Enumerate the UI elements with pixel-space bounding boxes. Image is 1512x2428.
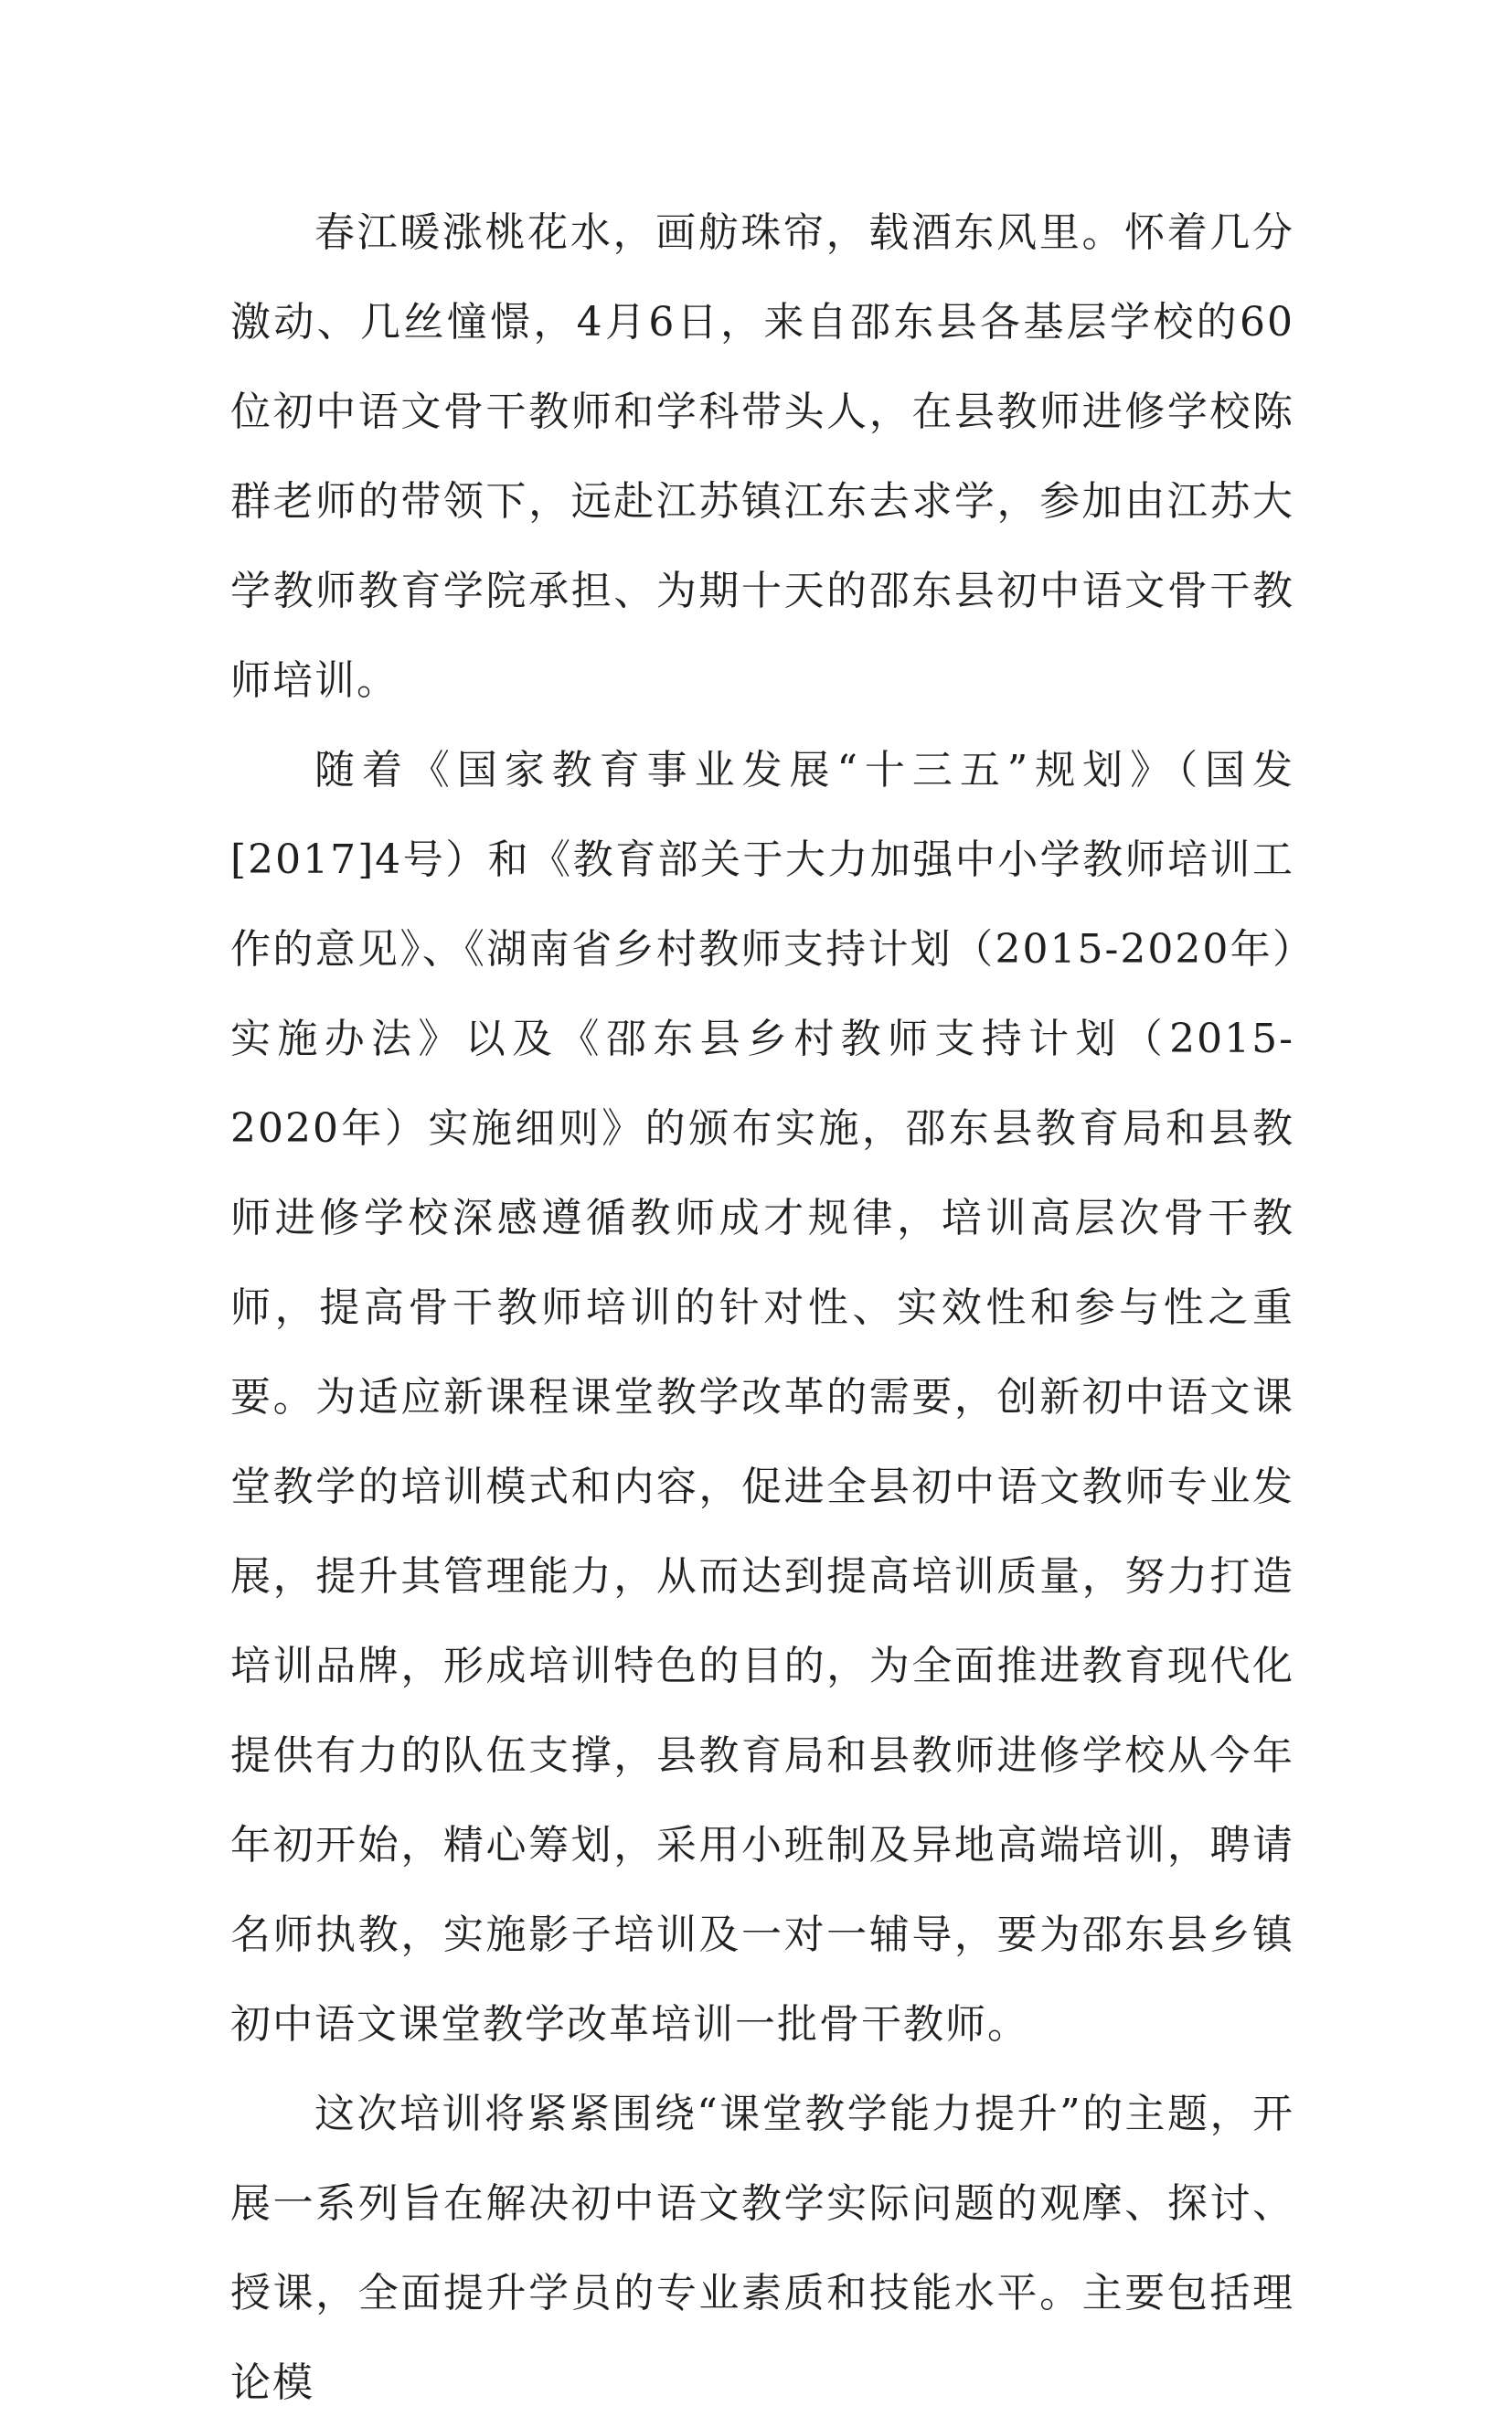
paragraph-3: 这次培训将紧紧围绕“课堂教学能力提升”的主题，开展一系列旨在解决初中语文教学实际问题的观摩、探讨、授课，全面提升学员的专业素质和技能水平。主要包括理论模 xyxy=(230,2091,1294,2406)
document-body xyxy=(230,188,1294,2428)
paragraph-1: 春江暖涨桃花水，画舫珠帘，载酒东风里。怀着几分激动、几丝憧憬，4月6日，来自邵东县各基层学校的60位初中语文骨干教师和学科带头人，在县教师进修学校陈群老师的带领下，远赴江苏镇江东去求学，参加由江苏大学教师教育学院承担、为期十天的邵东县初中语文骨干教师培训。 xyxy=(230,209,1294,704)
paragraph-2: 随着《国家教育事业发展“十三五”规划》（国发[2017]4号）和《教育部关于大力加强中小学教师培训工作的意见》、《湖南省乡村教师支持计划（2015-2020年）实施办法》以及《邵东县乡村教师支持计划（2015-2020年）实施细则》的颁布实施，邵东县教育局和县教师进修学校深感遵循教师成才规律，培训高层次骨干教师，提高骨干教师培训的针对性、实效性和参与性之重要。为适应新课程课堂教学改革的需要，创新初中语文课堂教学的培训模式和内容，促进全县初中语文教师专业发展，提升其管理能力，从而达到提高培训质量，努力打造培训品牌，形成培训特色的目的，为全面推进教育现代化提供有力的队伍支撑，县教育局和县教师进修学校从今年年初开始，精心筹划，采用小班制及异地高端培训，聘请名师执教，实施影子培训及一对一辅导，要为邵东县乡镇初中语文课堂教学改革培训一批骨干教师。 xyxy=(230,747,1294,2048)
